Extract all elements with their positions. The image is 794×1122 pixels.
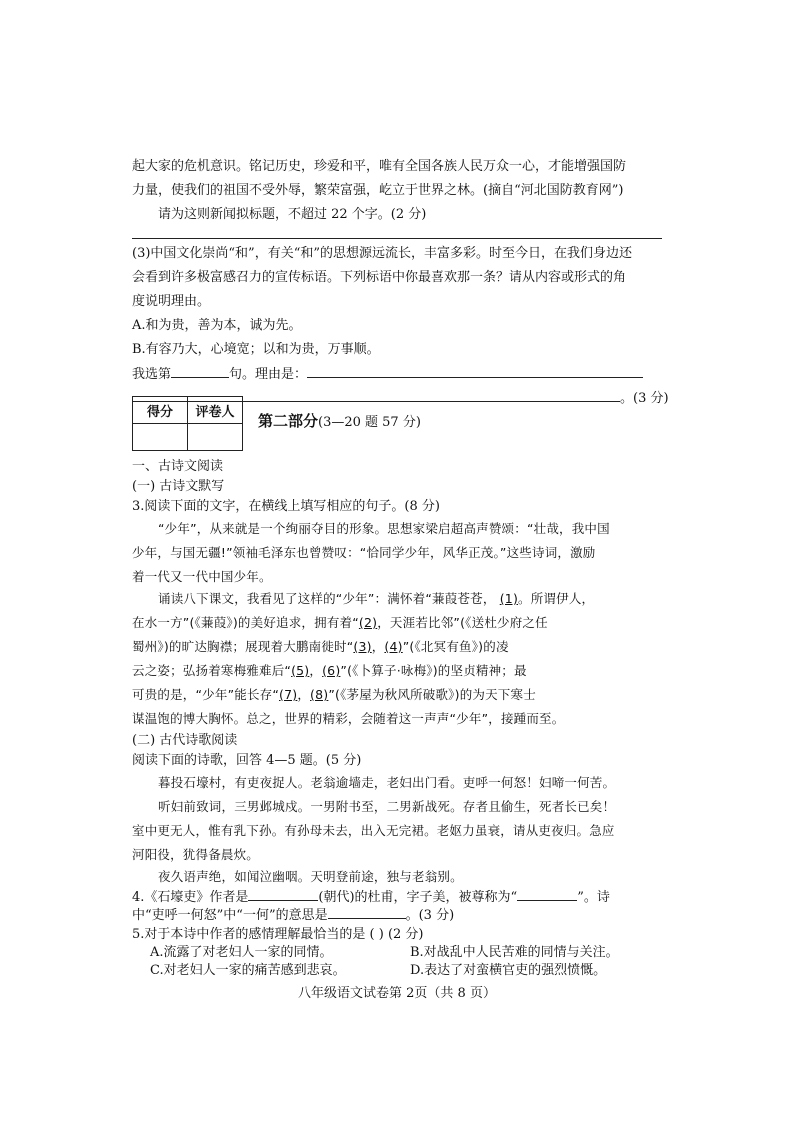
blank-8[interactable]: (8) bbox=[310, 687, 329, 702]
choice-prefix: 我选第 bbox=[132, 367, 172, 382]
poem-line: 河阳役，犹得备晨炊。 bbox=[132, 847, 260, 862]
text-span: 4.《石壕吏》作者是 bbox=[132, 890, 249, 905]
question-score: 。(3 分) bbox=[620, 391, 669, 406]
text-span: 蜀州》)的旷达胸襟；展现着大鹏南徙时“ bbox=[132, 639, 354, 654]
option-c[interactable]: C.对老妇人一家的痛苦感到悲哀。 bbox=[150, 963, 346, 978]
grader-cell[interactable] bbox=[188, 424, 243, 451]
text-span: 云之姿；弘扬着寒梅雅难后“ bbox=[132, 663, 292, 678]
answer-line[interactable] bbox=[132, 238, 662, 239]
text-span: 诵读八下课文，我看见了这样的“少年”：满怀着“蒹葭苍苍， bbox=[158, 591, 496, 606]
text-line bbox=[132, 590, 688, 608]
score-table bbox=[132, 396, 243, 451]
text-line: 着一代又一代中国少年。 bbox=[132, 569, 272, 584]
reason-blank[interactable] bbox=[307, 365, 643, 378]
text-line bbox=[132, 662, 662, 680]
text-line: “少年”，从来就是一个绚丽夺目的形象。思想家梁启超高声赞颂：“壮哉，我中国 bbox=[158, 521, 610, 536]
score-header: 得分 bbox=[133, 397, 188, 424]
option-b[interactable]: B.对战乱中人民苦难的同情与关注。 bbox=[410, 945, 619, 960]
blank-dynasty[interactable] bbox=[248, 888, 318, 901]
text-span: ，天涯若比邻”(《送杜少府之任 bbox=[377, 615, 548, 630]
text-span: ”(《北冥有鱼》)的凌 bbox=[402, 639, 509, 654]
blank-1[interactable]: (1) bbox=[499, 591, 519, 606]
question-4 bbox=[132, 888, 662, 907]
subsection-title: (二) 古代诗歌阅读 bbox=[132, 733, 238, 748]
question-5: 5.对于本诗中作者的感情理解最恰当的是 ( ) (2 分) bbox=[132, 927, 424, 942]
part-title-text: 第二部分 bbox=[258, 412, 319, 430]
blank-meaning[interactable] bbox=[328, 906, 406, 919]
part-subtitle: (3—20 题 57 分) bbox=[318, 415, 421, 430]
text-span: ”(《茅屋为秋风所破歌》)的为天下寒士 bbox=[328, 687, 536, 702]
subsection-title: (一) 古诗文默写 bbox=[132, 479, 225, 494]
option-a: A.和为贵，善为本，诚为先。 bbox=[132, 318, 302, 333]
page-footer: 八年级语文试卷第 2页（共 8 页） bbox=[298, 986, 496, 1001]
text-span: 可贵的是，“少年”能长存“ bbox=[132, 687, 280, 702]
grader-header: 评卷人 bbox=[188, 397, 243, 424]
text-line: 谋温饱的博大胸怀。总之，世界的精彩，会随着这一声声“少年”，接踵而至。 bbox=[132, 711, 565, 726]
blank-6[interactable]: (6) bbox=[322, 663, 341, 678]
text-line: 少年，与国无疆!”领袖毛泽东也曾赞叹：“恰同学少年，风华正茂。”这些诗词，激励 bbox=[132, 545, 596, 560]
option-b: B.有容乃大，心境宽；以和为贵，万事顺。 bbox=[132, 342, 380, 357]
text-line bbox=[132, 614, 662, 632]
poem-line: 夜久语声绝，如闻泣幽咽。天明登前途，独与老翁别。 bbox=[158, 869, 463, 884]
choice-blank[interactable] bbox=[171, 365, 229, 378]
choice-line bbox=[132, 365, 662, 384]
blank-4[interactable]: (4) bbox=[384, 639, 403, 654]
part-title bbox=[258, 410, 421, 431]
text-span: (朝代)的杜甫，字子美，被尊称为“ bbox=[318, 890, 518, 905]
question-head: 3.阅读下面的文字，在横线上填写相应的句子。(8 分) bbox=[132, 499, 440, 514]
text-span: 。所谓伊人， bbox=[518, 591, 595, 606]
blank-7[interactable]: (7) bbox=[279, 687, 298, 702]
choice-mid: 句。理由是： bbox=[229, 367, 308, 382]
poem-line: 暮投石壕村，有吏夜捉人。老翁逾墙走，老妇出门看。吏呼一何怒！妇啼一何苦。 bbox=[158, 775, 616, 790]
text-span: ， bbox=[309, 663, 323, 678]
blank-2[interactable]: (2) bbox=[358, 615, 378, 630]
blank-5[interactable]: (5) bbox=[291, 663, 310, 678]
text-line: 度说明理由。 bbox=[132, 294, 211, 309]
poem-line: 室中更无人，惟有乳下孙。有孙母未去，出入无完裙。老妪力虽衰，请从吏夜归。急应 bbox=[132, 823, 615, 838]
text-line: 力量，使我们的祖国不受外辱，繁荣富强，屹立于世界之林。(摘自“河北国防教育网”) bbox=[132, 183, 624, 198]
question-head: 阅读下面的诗歌，回答 4—5 题。(5 分) bbox=[132, 753, 362, 768]
option-a[interactable]: A.流露了对老妇人一家的同情。 bbox=[150, 945, 333, 960]
text-line: 起大家的危机意识。铭记历史，珍爱和平，唯有全国各族人民万众一心，才能增强国防 bbox=[132, 159, 627, 174]
question-prompt: 请为这则新闻拟标题，不超过 22 个字。(2 分) bbox=[158, 207, 427, 222]
text-line: (3)中国文化崇尚“和”，有关“和”的思想源远流长，丰富多彩。时至今日，在我们身边还 bbox=[132, 246, 632, 261]
text-span: 中“吏呼一何怒”中“一何”的意思是 bbox=[132, 908, 328, 923]
text-line bbox=[132, 686, 662, 704]
poem-line: 听妇前致词，三男邺城戍。一男附书至，二男新战死。存者且偷生，死者长已矣！ bbox=[158, 799, 616, 814]
score-cell[interactable] bbox=[133, 424, 188, 451]
text-span: ， bbox=[371, 639, 385, 654]
option-d[interactable]: D.表达了对蛮横官吏的强烈愤慨。 bbox=[410, 963, 607, 978]
question-4-cont bbox=[132, 906, 662, 925]
text-span: 。(3 分) bbox=[405, 908, 455, 923]
blank-3[interactable]: (3) bbox=[353, 639, 372, 654]
text-line: 会看到许多极富感召力的宣传标语。下列标语中你最喜欢那一条？请从内容或形式的角 bbox=[132, 270, 627, 285]
text-span: ”(《卜算子·咏梅》)的坚贞精神；最 bbox=[340, 663, 527, 678]
section-title: 一、古诗文阅读 bbox=[132, 459, 224, 474]
text-line bbox=[132, 638, 662, 656]
text-span: 在水一方”(《蒹葭》)的美好追求，拥有着“ bbox=[132, 615, 359, 630]
text-span: ”。诗 bbox=[577, 890, 610, 905]
blank-title[interactable] bbox=[517, 888, 577, 901]
text-span: ， bbox=[297, 687, 311, 702]
